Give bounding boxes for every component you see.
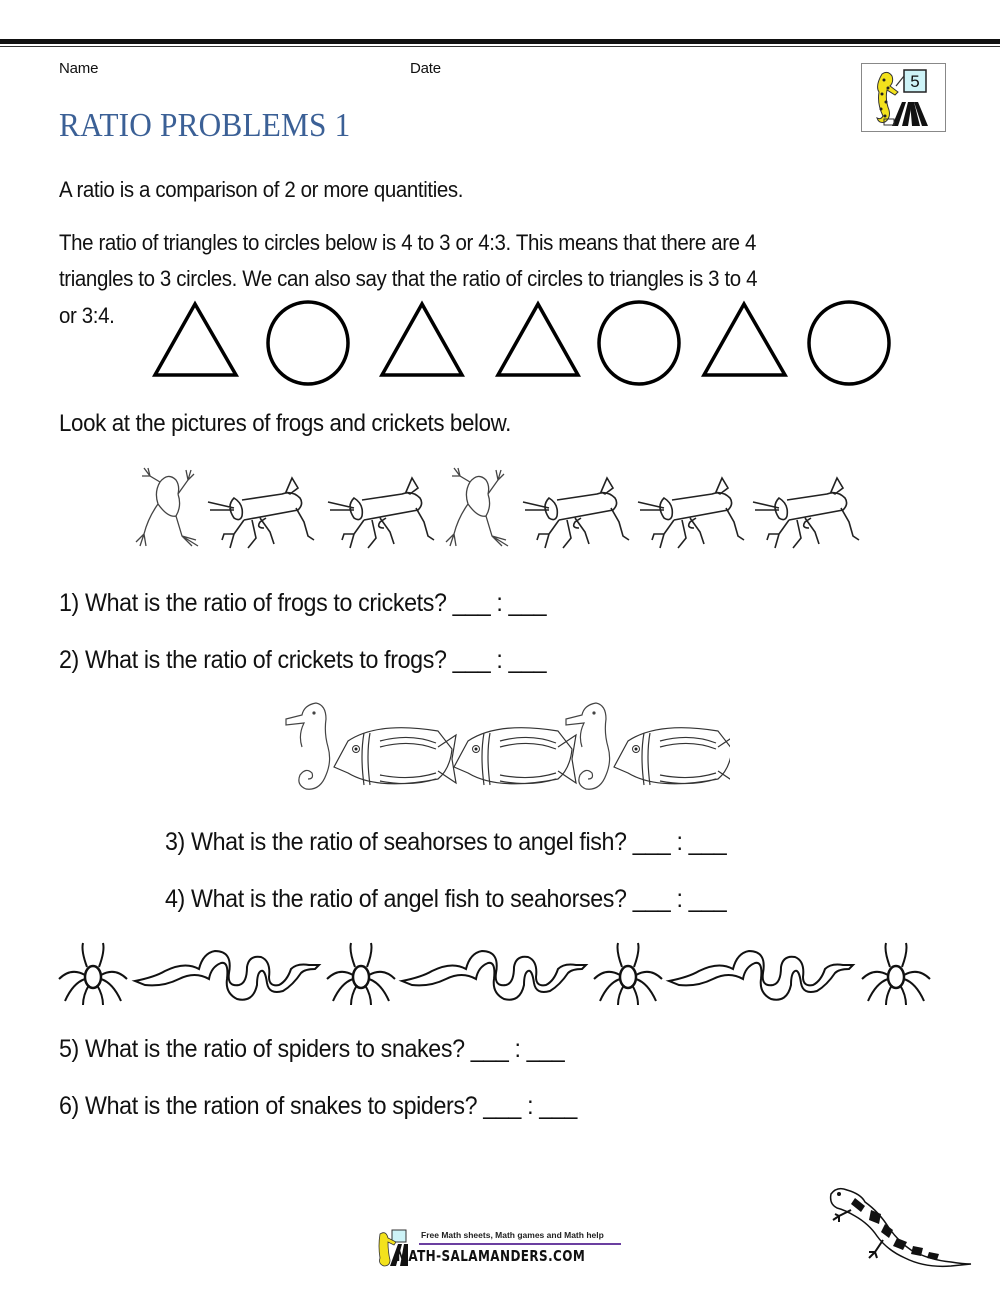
intro-definition: A ratio is a comparison of 2 or more quantities. <box>59 177 464 202</box>
grade-logo <box>861 63 946 132</box>
snake-icon <box>135 951 319 1000</box>
frogs-instruction: Look at the pictures of frogs and crickets below. <box>59 410 511 437</box>
page-title: RATIO PROBLEMS 1 <box>59 107 351 144</box>
seahorse-icon <box>286 703 330 789</box>
footer-accent-line <box>419 1243 621 1245</box>
intro-line-3: triangles to 3 circles. We can also say that the ratio of circles to triangles is 3 to 4 <box>59 266 758 291</box>
cricket-icon <box>753 478 859 548</box>
header-rule-thin <box>0 46 1000 47</box>
name-label: Name <box>59 60 99 77</box>
triangle-icon <box>498 304 578 375</box>
cricket-icon <box>208 478 314 548</box>
angel-fish-icon <box>454 728 576 785</box>
circle-icon <box>809 302 889 384</box>
salamander-icon <box>825 1180 975 1280</box>
question-1: 1) What is the ratio of frogs to crickets? ___ : ___ <box>59 589 547 617</box>
footer-site-link[interactable]: MATH-SALAMANDERS.COM <box>396 1247 586 1265</box>
circle-icon <box>599 302 679 384</box>
triangle-icon <box>382 304 462 375</box>
svg-text:5: 5 <box>910 72 920 91</box>
angel-fish-icon <box>334 728 456 785</box>
snake-icon <box>669 951 853 1000</box>
angel-fish-icon <box>614 728 730 785</box>
spider-snake-row <box>55 935 945 1010</box>
question-4: 4) What is the ratio of angel fish to seahorses? ___ : ___ <box>165 885 727 913</box>
cricket-icon <box>523 478 629 548</box>
intro-line-2: The ratio of triangles to circles below is 4 to 3 or 4:3. This means that there are 4 <box>59 230 756 255</box>
triangle-icon <box>704 304 785 375</box>
question-3: 3) What is the ratio of seahorses to angel fish? ___ : ___ <box>165 828 727 856</box>
spider-icon <box>327 943 395 1005</box>
circle-icon <box>268 302 348 384</box>
triangle-icon <box>155 304 236 375</box>
intro-line-4: or 3:4. <box>59 303 115 328</box>
snake-icon <box>402 951 586 1000</box>
footer-tagline: Free Math sheets, Math games and Math help <box>421 1230 604 1240</box>
salamander-easel-icon <box>862 64 945 131</box>
cricket-icon <box>638 478 744 548</box>
question-6: 6) What is the ration of snakes to spiders? ___ : ___ <box>59 1092 577 1120</box>
cricket-icon <box>328 478 434 548</box>
spider-icon <box>59 943 127 1005</box>
spider-icon <box>594 943 662 1005</box>
shapes-row <box>145 300 905 390</box>
spider-icon <box>862 943 930 1005</box>
date-label: Date <box>410 60 441 77</box>
question-2: 2) What is the ratio of crickets to frogs? ___ : ___ <box>59 646 547 674</box>
frog-icon <box>136 468 198 546</box>
seahorse-icon <box>566 703 610 789</box>
question-5: 5) What is the ratio of spiders to snakes? ___ : ___ <box>59 1035 565 1063</box>
header-rule-thick <box>0 39 1000 44</box>
seahorse-fish-row <box>270 695 730 805</box>
frog-icon <box>446 468 508 546</box>
frogs-crickets-row <box>130 460 870 560</box>
